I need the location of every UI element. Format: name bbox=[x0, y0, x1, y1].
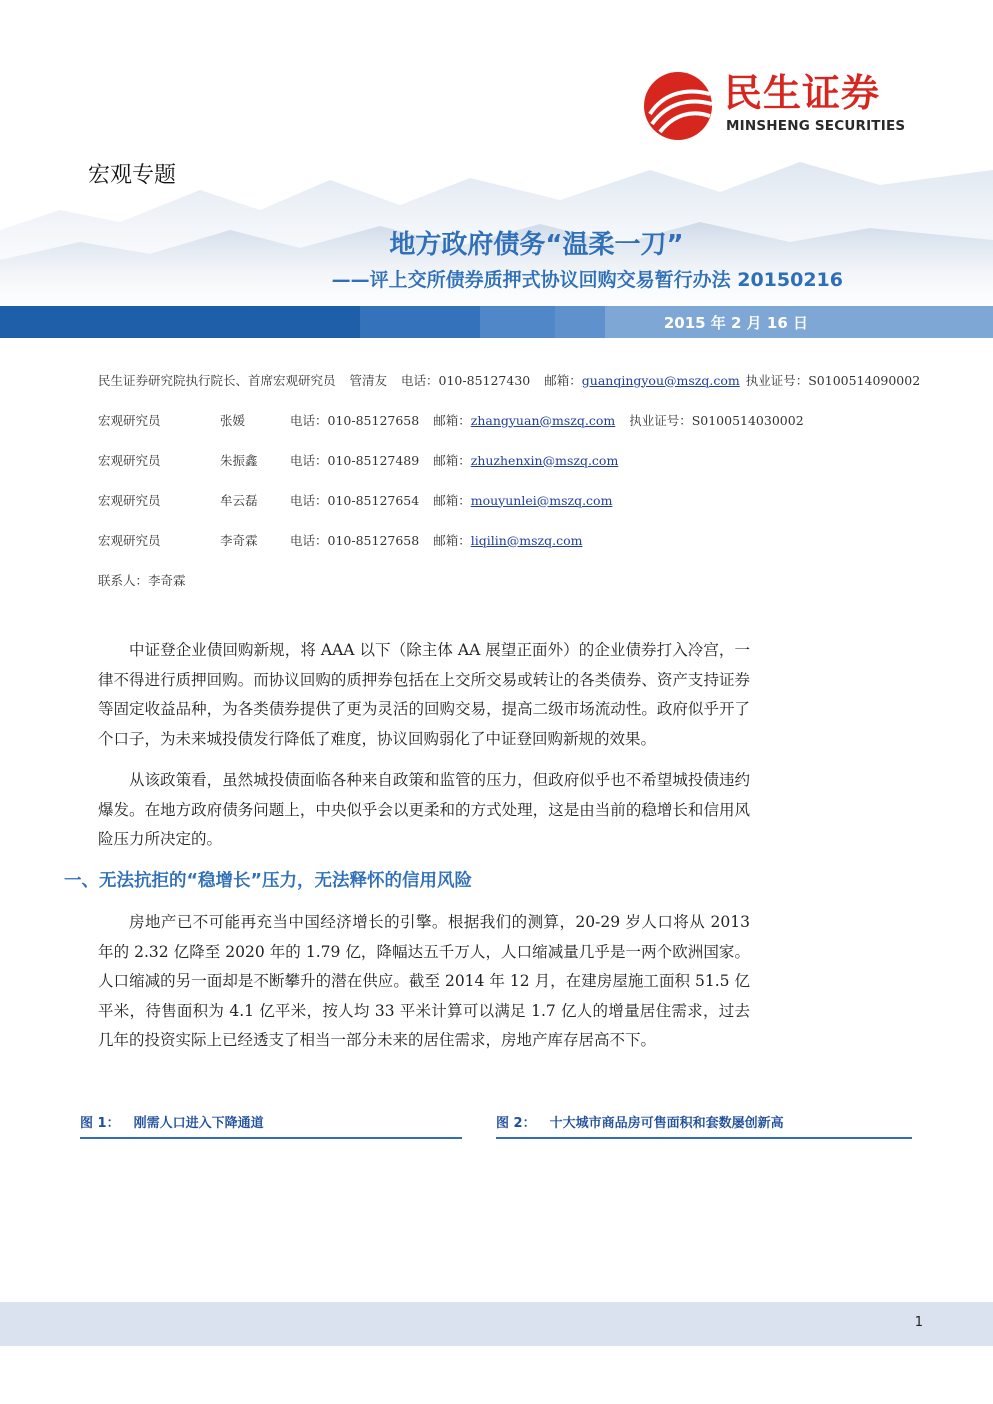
analyst-email-link[interactable]: zhangyuan@mszq.com bbox=[470, 412, 616, 428]
analyst-email-link[interactable]: liqilin@mszq.com bbox=[470, 532, 583, 548]
analyst-email-link[interactable]: mouyunlei@mszq.com bbox=[470, 492, 613, 508]
analyst-email-link[interactable]: guanqingyou@mszq.com bbox=[581, 372, 740, 388]
analyst-name: 管清友 bbox=[349, 373, 388, 388]
analyst-email-label: 邮箱： bbox=[433, 413, 471, 428]
analyst-phone: 电话：010-85127654 bbox=[290, 493, 420, 508]
figure-title: 十大城市商品房可售面积和套数屡创新高 bbox=[549, 1116, 784, 1131]
minsheng-logo-icon bbox=[640, 70, 716, 142]
analyst-email-label: 邮箱： bbox=[433, 493, 471, 508]
analyst-name: 朱振鑫 bbox=[220, 453, 258, 468]
analyst-name: 李奇霖 bbox=[220, 533, 258, 548]
analyst-name: 张媛 bbox=[220, 413, 246, 428]
analyst-email-label: 邮箱： bbox=[433, 453, 471, 468]
analyst-role: 宏观研究员 bbox=[98, 413, 161, 428]
date-band bbox=[0, 306, 993, 338]
figure-caption-1 bbox=[80, 1112, 462, 1139]
analyst-role: 民生证券研究院执行院长、首席宏观研究员 bbox=[98, 373, 336, 388]
analyst-list bbox=[98, 360, 928, 600]
analyst-name: 牟云磊 bbox=[220, 493, 258, 508]
figure-caption-2 bbox=[496, 1112, 912, 1139]
analyst-role: 宏观研究员 bbox=[98, 533, 161, 548]
contact-person: 联系人：李奇霖 bbox=[98, 573, 186, 588]
analyst-row bbox=[98, 480, 928, 520]
figure-label: 图 2： bbox=[496, 1116, 536, 1131]
figure-title: 刚需人口进入下降通道 bbox=[133, 1116, 264, 1131]
analyst-email-label: 邮箱： bbox=[433, 533, 471, 548]
contact-row bbox=[98, 560, 928, 600]
analyst-phone: 电话：010-85127658 bbox=[290, 533, 420, 548]
report-body bbox=[64, 636, 750, 1068]
analyst-role: 宏观研究员 bbox=[98, 493, 161, 508]
body-paragraph: 从该政策看，虽然城投债面临各种来自政策和监管的压力，但政府似乎也不希望城投债违约爆发。在地方政府债务问题上，中央似乎会以更柔和的方式处理，这是由当前的稳增长和信用风险压力所决定的。 bbox=[98, 771, 750, 848]
analyst-row bbox=[98, 520, 928, 560]
body-paragraph: 中证登企业债回购新规，将 AAA 以下（除主体 AA 展望正面外）的企业债券打入冷宫，一律不得进行质押回购。而协议回购的质押券包括在上交所交易或转让的各类债券、资产支持证券等固定收益品种，为各类债券提供了更为灵活的回购交易，提高二级市场流动性。政府似乎开了个口子，为未来城投债发行降低了难度，协议回购弱化了中证登回购新规的效果。 bbox=[98, 641, 750, 748]
analyst-license: 执业证号：S0100514090002 bbox=[745, 373, 921, 388]
analyst-email-label: 邮箱： bbox=[544, 373, 582, 388]
brand-name-cn: 民生证券 bbox=[724, 71, 881, 115]
brand-name-en: MINSHENG SECURITIES bbox=[726, 118, 906, 134]
section-label: 宏观专题 bbox=[88, 163, 177, 188]
analyst-phone: 电话：010-85127430 bbox=[401, 373, 531, 388]
page-footer-band bbox=[0, 1302, 993, 1346]
analyst-row bbox=[98, 360, 928, 400]
analyst-email-link[interactable]: zhuzhenxin@mszq.com bbox=[470, 452, 619, 468]
report-subtitle: ——评上交所债券质押式协议回购交易暂行办法 20150216 bbox=[331, 269, 843, 291]
report-title: 地方政府债务“温柔一刀” bbox=[389, 230, 684, 260]
analyst-row bbox=[98, 400, 928, 440]
analyst-phone: 电话：010-85127658 bbox=[290, 413, 420, 428]
analyst-role: 宏观研究员 bbox=[98, 453, 161, 468]
analyst-row bbox=[98, 440, 928, 480]
section-heading: 一、无法抗拒的“稳增长”压力，无法释怀的信用风险 bbox=[64, 870, 473, 891]
page-number: 1 bbox=[914, 1315, 923, 1330]
report-date: 2015 年 2 月 16 日 bbox=[663, 314, 808, 332]
figure-label: 图 1： bbox=[80, 1116, 120, 1131]
body-paragraph: 房地产已不可能再充当中国经济增长的引擎。根据我们的测算，20-29 岁人口将从 2013 年的 2.32 亿降至 2020 年的 1.79 亿，降幅达五千万人，人口缩减量几乎是一两个欧洲国家。人口缩减的另一面却是不断攀升的潜在供应。截至 2014 年 12 月，在建房屋施工面积 51.5 亿平米，待售面积为 4.1 亿平米，按人均 33 平米计算可以满足 1.7 亿人的增量居住需求，过去几年的投资实际上已经透支了相当一部分未来的居住需求，房地产库存居高不下。 bbox=[98, 913, 750, 1049]
analyst-phone: 电话：010-85127489 bbox=[290, 453, 420, 468]
analyst-license: 执业证号：S0100514030002 bbox=[629, 413, 804, 428]
